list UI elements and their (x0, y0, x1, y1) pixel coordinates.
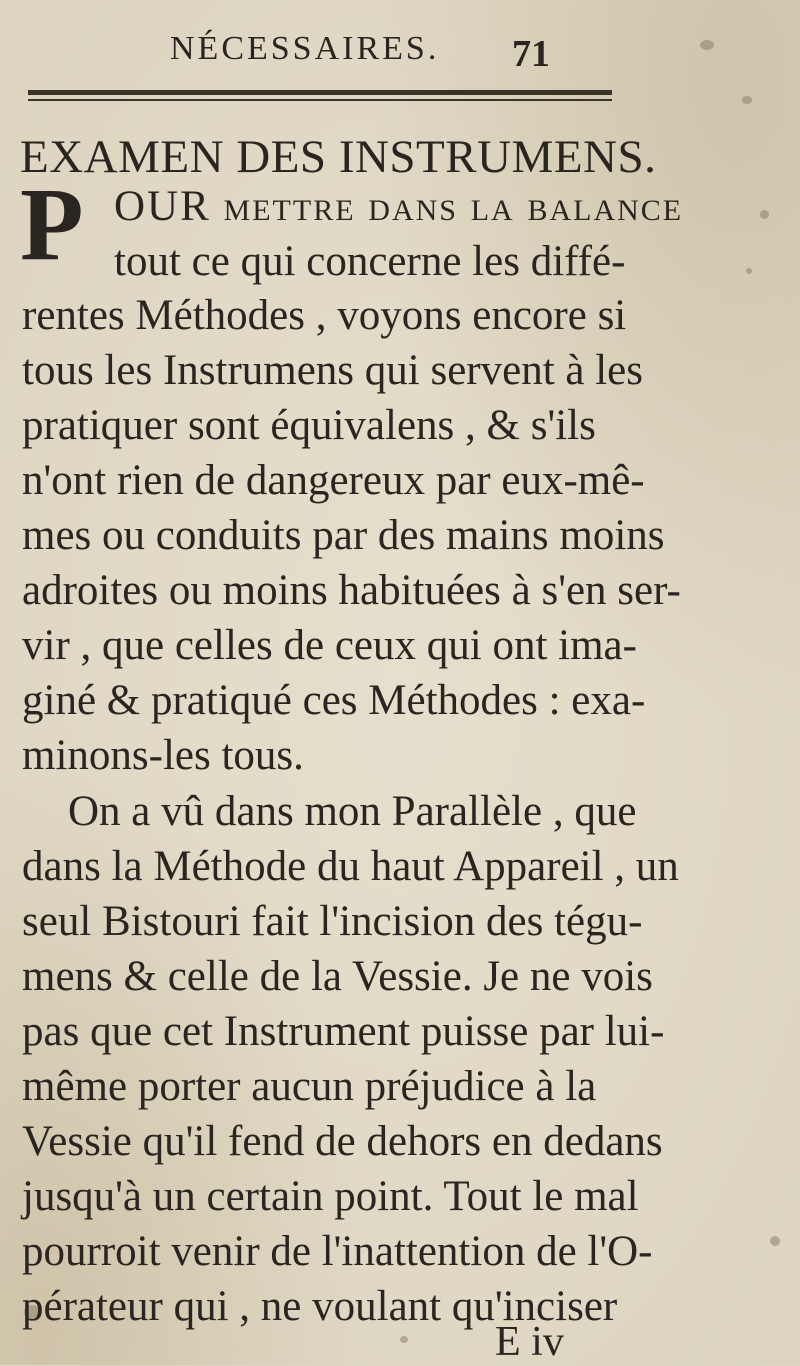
text-line: rentes Méthodes , voyons encore si (22, 292, 627, 339)
text-line: tout ce qui concerne les diffé- (114, 238, 626, 285)
text-line: giné & pratiqué ces Méthodes : exa- (22, 677, 646, 724)
header-rule-thick (28, 90, 612, 95)
text-line: même porter aucun préjudice à la (22, 1063, 597, 1110)
foxing-speck (700, 40, 714, 50)
header-rule-thin (28, 99, 612, 101)
text-line: pérateur qui , ne voulant qu'inciser (22, 1283, 618, 1330)
text-line: n'ont rien de dangereux par eux-mê- (22, 457, 645, 504)
foxing-speck (770, 1236, 780, 1246)
text-line: mes ou conduits par des mains moins (22, 512, 665, 559)
text-line: minons-les tous. (22, 732, 304, 779)
text-line: seul Bistouri fait l'incision des tégu- (22, 898, 643, 945)
foxing-speck (760, 210, 769, 219)
foxing-speck (746, 268, 752, 274)
text-line: pas que cet Instrument puisse par lui- (22, 1008, 665, 1055)
text-line: jusqu'à un certain point. Tout le mal (22, 1173, 639, 1220)
running-head: NÉCESSAIRES. (170, 30, 440, 67)
text-line: pratiquer sont équivalens , & s'ils (22, 402, 596, 449)
drop-cap: P (20, 167, 84, 282)
section-title: EXAMEN DES INSTRUMENS. (20, 131, 657, 183)
text-line: adroites ou moins habituées à s'en ser- (22, 567, 681, 614)
text-line: dans la Méthode du haut Appareil , un (22, 843, 679, 890)
text-line: OUR mettre dans la balance (114, 183, 684, 230)
page-number: 71 (512, 33, 550, 75)
text-line: vir , que celles de ceux qui ont ima- (22, 622, 637, 669)
text-line: Vessie qu'il fend de dehors en dedans (22, 1118, 663, 1165)
text-line: pourroit venir de l'inattention de l'O- (22, 1228, 653, 1275)
text-line: tous les Instrumens qui servent à les (22, 347, 644, 394)
text-line: On a vû dans mon Parallèle , que (68, 788, 637, 835)
signature-mark: E iv (495, 1319, 564, 1365)
foxing-speck (742, 96, 752, 104)
text-line: mens & celle de la Vessie. Je ne vois (22, 953, 653, 1000)
foxing-speck (400, 1336, 408, 1343)
